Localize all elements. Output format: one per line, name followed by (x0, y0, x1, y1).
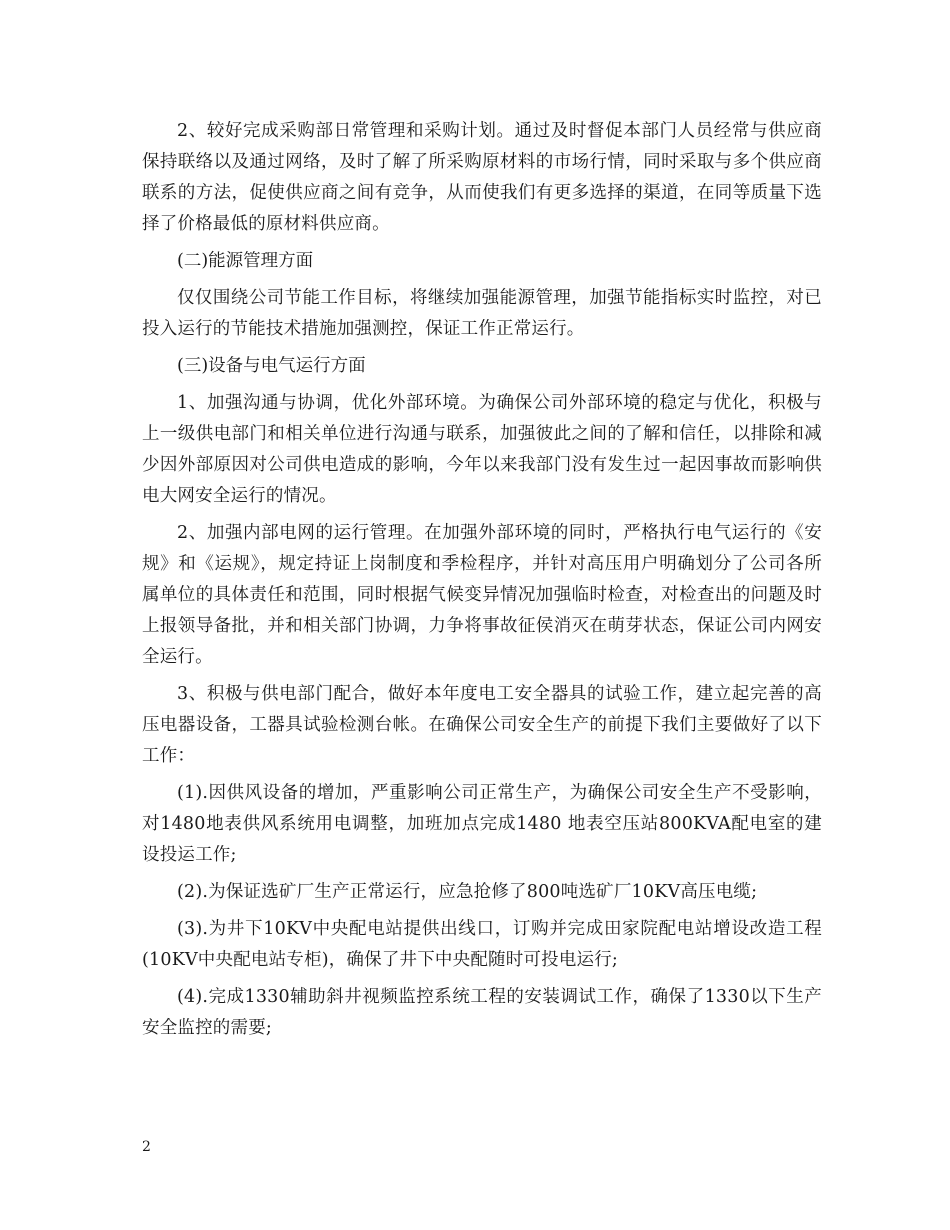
paragraph-energy-management: 仅仅围绕公司节能工作目标，将继续加强能源管理，加强节能指标实时监控，对已投入运行的节能技术措施加强测控，保证工作正常运行。 (142, 288, 822, 339)
list-item-1: (1).因供风设备的增加，严重影响公司正常生产，为确保公司安全生产不受影响，对1480地表供风系统用电调整，加班加点完成1480 地表空压站800KVA配电室的建设投运工作; (142, 783, 822, 865)
section-heading-energy: (二)能源管理方面 (177, 251, 314, 271)
paragraph-internal-grid: 2、加强内部电网的运行管理。在加强外部环境的同时，严格执行电气运行的《安规》和《运规》，规定持证上岗制度和季检程序，并针对高压用户明确划分了公司各所属单位的具体责任和范围，同时根据气候变异情况加强临时检查，对检查出的问题及时上报领导备批，并和相关部门协调，力争将事故征侯消灭在萌芽状态，保证公司内网安全运行。 (142, 523, 822, 667)
document-body (142, 116, 822, 1044)
paragraph-external-environment: 1、加强沟通与协调，优化外部环境。为确保公司外部环境的稳定与优化，积极与上一级供电部门和相关单位进行沟通与联系，加强彼此之间的了解和信任，以排除和减少因外部原因对公司供电造成的影响，今年以来我部门没有发生过一起因事故而影响供电大网安全运行的情况。 (142, 393, 822, 506)
paragraph-safety-tools: 3、积极与供电部门配合，做好本年度电工安全器具的试验工作，建立起完善的高压电器设备，工器具试验检测台帐。在确保公司安全生产的前提下我们主要做好了以下工作： (142, 684, 822, 766)
section-heading-equipment: (三)设备与电气运行方面 (177, 356, 366, 376)
page-number: 2 (142, 1139, 151, 1155)
list-item-4: (4).完成1330辅助斜井视频监控系统工程的安装调试工作，确保了1330以下生产安全监控的需要; (142, 987, 822, 1038)
list-item-2: (2).为保证选矿厂生产正常运行，应急抢修了800吨选矿厂10KV高压电缆; (177, 882, 758, 902)
list-item-3: (3).为井下10KV中央配电站提供出线口，订购并完成田家院配电站增设改造工程(10KV中央配电站专柜)，确保了井下中央配随时可投电运行; (142, 919, 822, 970)
paragraph-procurement: 2、较好完成采购部日常管理和采购计划。通过及时督促本部门人员经常与供应商保持联络以及通过网络，及时了解了所采购原材料的市场行情，同时采取与多个供应商联系的方法，促使供应商之间有竞争，从而使我们有更多选择的渠道，在同等质量下选择了价格最低的原材料供应商。 (142, 121, 822, 234)
